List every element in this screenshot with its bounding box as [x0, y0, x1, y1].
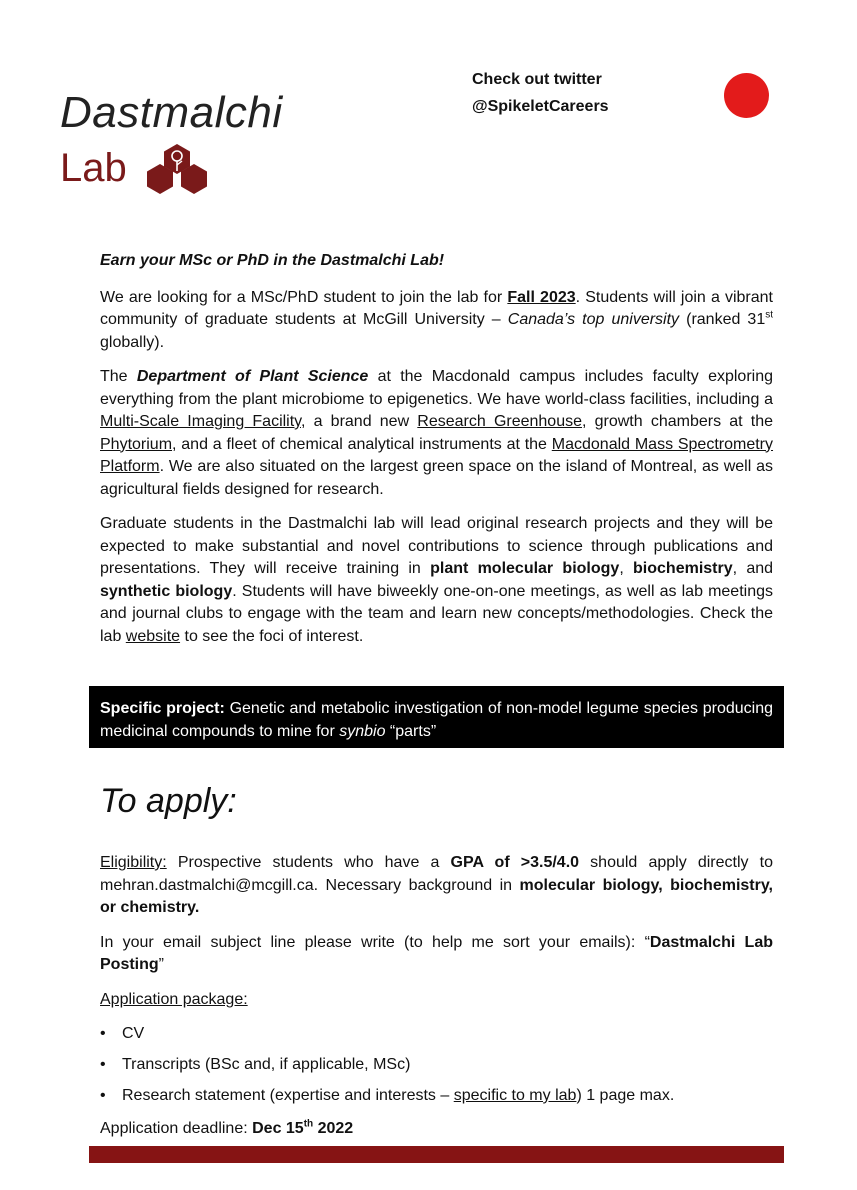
specific-project-box: Specific project: Genetic and metabolic investigation of non-model legume species producing medicinal compounds to mine for synbio “parts” [89, 686, 784, 748]
intro-paragraph-2: The Department of Plant Science at the Macdonald campus includes faculty exploring everything from the plant microbiome to epigenetics. We have world-class facilities, including a Multi-Scale Imaging Facility, a brand new Research Greenhouse, growth chambers at the Phytorium, and a fleet of chemical analytical instruments at the Macdonald Mass Spectrometry Platform. We are also situated on the largest green space on the island of Montreal, as well as agricultural fields designed for research. [100, 368, 774, 498]
package-label: Application package: [100, 990, 248, 1008]
department-name: Department of Plant Science [136, 368, 369, 385]
term-fall-2023: Fall 2023 [507, 288, 576, 306]
intro-section [100, 250, 773, 660]
lab-logo-word: Lab [60, 146, 127, 190]
specific-to-lab-link: specific to my lab [453, 1087, 577, 1104]
twitter-handle[interactable]: @SpikeletCareers [472, 98, 609, 115]
intro-paragraph-3: Graduate students in the Dastmalchi lab will lead original research projects and they will be expected to make substantial and novel contributions to science through publications and presentations. They will receive training in plant molecular biology, biochemistry, and synthetic biology. Students will have biweekly one-on-one meetings, as well as lab meetings and journal clubs to engage with the team and learn new concepts/methodologies. Check the lab website to see the foci of interest. [100, 515, 774, 645]
twitter-callout [472, 66, 609, 120]
deadline-line: Application deadline: Dec 15th 2022 [100, 1118, 354, 1137]
footer-bar [89, 1146, 784, 1163]
greenhouse-link[interactable]: Research Greenhouse [417, 413, 583, 430]
apply-section [100, 852, 773, 1140]
lab-logo-title: Dastmalchi [60, 88, 283, 137]
subject-line-paragraph: In your email subject line please write (to help me sort your emails): “Dastmalchi Lab Posting” [100, 933, 773, 973]
mass-spec-link[interactable]: Macdonald Mass Spectrometry Platform [100, 435, 774, 475]
imaging-facility-link[interactable]: Multi-Scale Imaging Facility [100, 413, 301, 430]
twitter-line: Check out twitter [472, 71, 602, 88]
list-item: • Research statement (expertise and interests – specific to my lab) 1 page max. [100, 1087, 675, 1104]
package-list [100, 1023, 773, 1108]
eligibility-paragraph: Eligibility: Prospective students who have a GPA of >3.5/4.0 should apply directly to mehran.dastmalchi@mcgill.ca. Necessary background in molecular biology, biochemistry, or chemistry. [100, 854, 773, 916]
phytorium-link[interactable]: Phytorium [100, 435, 173, 453]
website-link[interactable]: website [125, 627, 181, 645]
apply-heading: To apply: [100, 782, 237, 820]
hexagon-cluster-icon [143, 142, 211, 194]
list-item: • CV [100, 1025, 145, 1042]
project-label: Specific project: [100, 700, 225, 717]
list-item: • Transcripts (BSc and, if applicable, MSc) [100, 1056, 411, 1073]
intro-paragraph-1: We are looking for a MSc/PhD student to join the lab for Fall 2023. Students will join a vibrant community of graduate students at McGill University – Canada’s top university (ranked 31st globally). [100, 288, 774, 351]
headline: Earn your MSc or PhD in the Dastmalchi Lab! [100, 252, 445, 269]
red-dot-decoration [724, 73, 769, 118]
